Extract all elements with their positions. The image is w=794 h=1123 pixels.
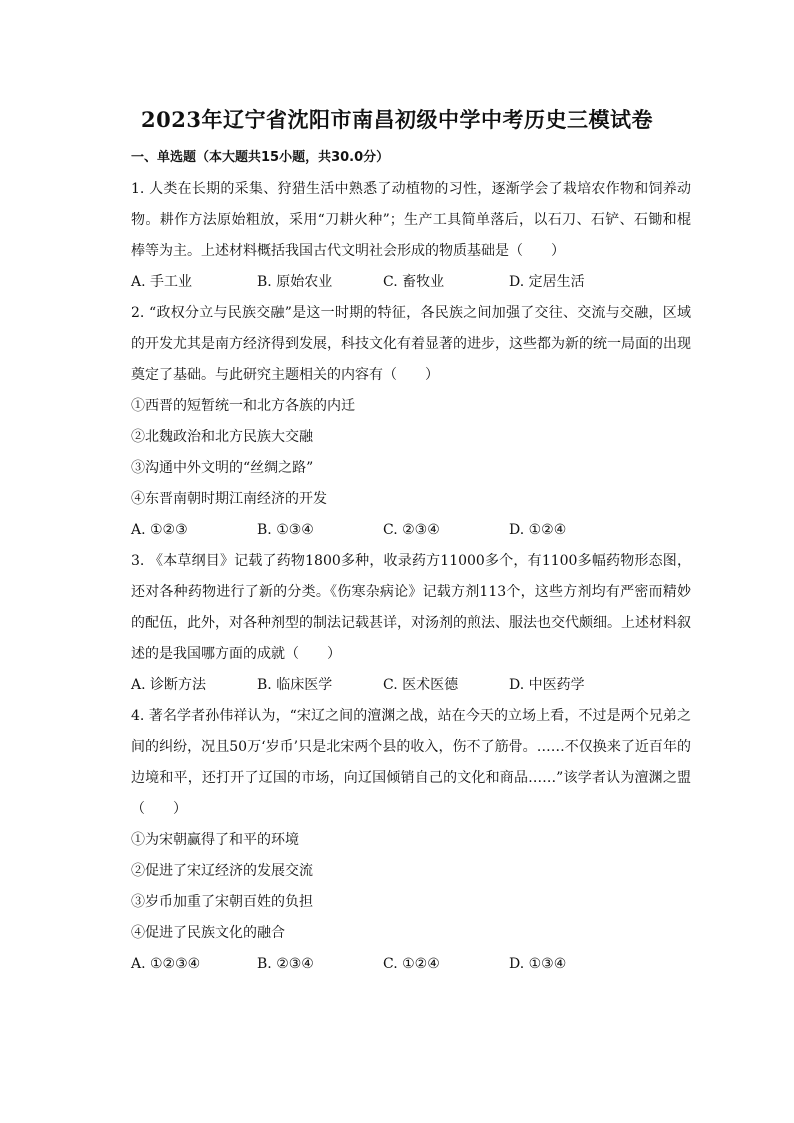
statement-2: ②北魏政治和北方民族大交融: [131, 429, 313, 445]
question-stem: 1. 人类在长期的采集、狩猎生活中熟悉了动植物的习性，逐渐学会了栽培农作物和饲养动物。耕作方法原始粗放，采用“刀耕火种”；生产工具简单落后，以石刀、石铲、石锄和棍棒等为主。上述材料概括我国古代文明社会形成的物质基础是（ ）: [131, 181, 691, 259]
option-a[interactable]: A. 手工业: [131, 274, 193, 290]
answer-options: [131, 515, 691, 546]
statement-2: ②促进了宋辽经济的发展交流: [131, 863, 313, 879]
option-c[interactable]: C. 畜牧业: [383, 274, 445, 290]
question-1: [131, 174, 691, 298]
option-d[interactable]: D. 中医药学: [509, 677, 585, 693]
answer-options: [131, 670, 691, 701]
option-a[interactable]: A. 诊断方法: [131, 677, 207, 693]
option-a[interactable]: A. ①②③④: [131, 956, 201, 972]
statement-1: ①为宋朝赢得了和平的环境: [131, 832, 299, 848]
statement-1: ①西晋的短暂统一和北方各族的内迁: [131, 398, 355, 414]
option-c[interactable]: C. ②③④: [383, 522, 440, 538]
option-a[interactable]: A. ①②③: [131, 522, 188, 538]
statement-3: ③沟通中外文明的“丝绸之路”: [131, 460, 314, 476]
question-3: [131, 546, 691, 701]
answer-options: [131, 267, 691, 298]
question-4: [131, 701, 691, 980]
option-c[interactable]: C. 医术医德: [383, 677, 459, 693]
option-b[interactable]: B. ①③④: [257, 522, 314, 538]
option-b[interactable]: B. ②③④: [257, 956, 314, 972]
statement-3: ③岁币加重了宋朝百姓的负担: [131, 894, 313, 910]
question-stem: 2. “政权分立与民族交融”是这一时期的特征，各民族之间加强了交往、交流与交融，区域的开发尤其是南方经济得到发展，科技文化有着显著的进步，这些都为新的统一局面的出现奠定了基础。与此研究主题相关的内容有（ ）: [131, 305, 691, 383]
answer-options: [131, 949, 691, 980]
question-stem: 4. 著名学者孙伟祥认为，“宋辽之间的澶渊之战，站在今天的立场上看，不过是两个兄弟之间的纠纷，况且50万‘岁币’只是北宋两个县的收入，伤不了筋骨。……不仅换来了近百年的边境和平，还打开了辽国的市场，向辽国倾销自己的文化和商品……”该学者认为澶渊之盟（ ）: [131, 708, 691, 817]
option-b[interactable]: B. 临床医学: [257, 677, 333, 693]
question-stem: 3. 《本草纲目》记载了药物1800多种，收录药方11000多个，有1100多幅药物形态图，还对各种药物进行了新的分类。《伤寒杂病论》记载方剂113个，这些方剂均有严密而精妙的配伍，此外，对各种剂型的制法记载甚详，对汤剂的煎法、服法也交代颇细。上述材料叙述的是我国哪方面的成就（ ）: [131, 553, 691, 662]
option-d[interactable]: D. ①②④: [509, 522, 567, 538]
statement-4: ④东晋南朝时期江南经济的开发: [131, 491, 327, 507]
option-d[interactable]: D. 定居生活: [509, 274, 585, 290]
exam-title: 2023年辽宁省沈阳市南昌初级中学中考历史三模试卷: [141, 107, 653, 132]
option-b[interactable]: B. 原始农业: [257, 274, 333, 290]
question-2: [131, 298, 691, 546]
questions-list: [131, 174, 691, 980]
option-d[interactable]: D. ①③④: [509, 956, 567, 972]
option-c[interactable]: C. ①②④: [383, 956, 440, 972]
section-heading: 一、单选题（本大题共15小题，共30.0分）: [131, 150, 390, 165]
statement-4: ④促进了民族文化的融合: [131, 925, 285, 941]
